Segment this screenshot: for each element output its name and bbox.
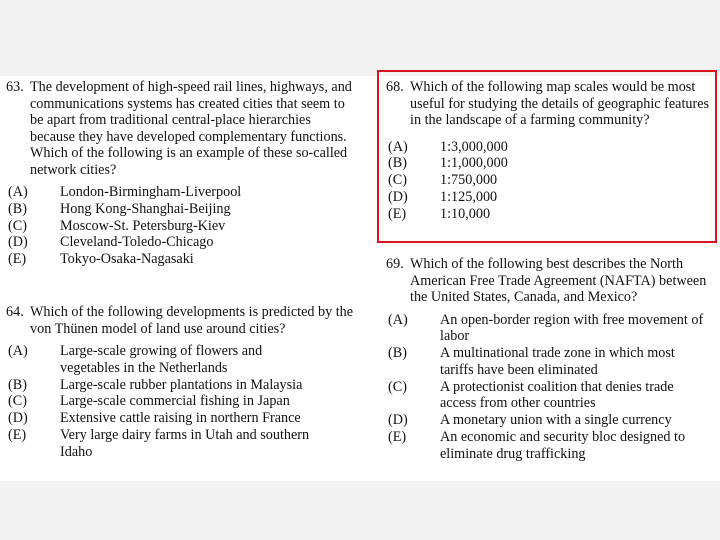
option-list [386,139,716,223]
option-c[interactable]: (C) Moscow-St. Petersburg-Kiev [8,217,226,234]
option-d[interactable]: (D) 1:125,000 [388,188,498,205]
option-e[interactable]: (E) An economic and security bloc designed to eliminate drug trafficking [388,429,686,462]
option-d[interactable]: (D) A monetary union with a single currency [388,412,672,429]
question-number: 69. [386,256,404,272]
exam-page [0,76,720,481]
option-b[interactable]: (B) Hong Kong-Shanghai-Beijing [8,200,231,217]
option-c[interactable]: (C) A protectionist coalition that denies trade access from other countries [388,378,674,412]
option-c[interactable]: (C) 1:750,000 [388,172,498,189]
question-number: 68. [386,79,404,95]
question-text: Which of the following map scales would be most useful for studying the details of geographic features in the landscape of a farming community? [410,79,710,128]
question-63 [6,79,356,268]
option-d[interactable]: (D) Cleveland-Toledo-Chicago [8,234,214,251]
option-a[interactable]: (A) 1:3,000,000 [388,138,508,155]
option-e[interactable]: (E) Very large dairy farms in Utah and southern Idaho [8,426,310,460]
option-list [6,343,356,461]
question-stem [386,79,716,129]
option-b[interactable]: (B) 1:1,000,000 [388,155,508,172]
question-64 [6,304,356,461]
option-a[interactable]: (A) Large-scale growing of flowers and vegetables in the Netherlands [8,343,263,376]
option-c[interactable]: (C) Large-scale commercial fishing in Japan [8,393,290,410]
option-b[interactable]: (B) Large-scale rubber plantations in Malaysia [8,376,303,393]
option-list [386,312,716,463]
option-list [6,184,356,268]
option-a[interactable]: (A) An open-border region with free movement of labor [388,311,704,345]
question-text: Which of the following developments is predicted by the von Thünen model of land use around cities? [30,304,354,337]
question-stem [6,79,356,178]
question-stem [6,304,356,337]
option-e[interactable]: (E) 1:10,000 [388,205,491,222]
question-text: Which of the following best describes the North American Free Trade Agreement (NAFTA) between the United States, Canada, and Mexico? [410,256,707,305]
question-69 [386,256,716,463]
question-68 [386,79,716,222]
option-e[interactable]: (E) Tokyo-Osaka-Nagasaki [8,251,194,268]
question-number: 63. [6,79,24,95]
question-number: 64. [6,304,24,320]
option-b[interactable]: (B) A multinational trade zone in which most tariffs have been eliminated [388,345,675,378]
question-text: The development of high-speed rail lines, highways, and communications systems has created cities that seem to be apart from traditional central-place hierarchies because they have developed complementary functions. Which of the following is an example of these so-called network cities? [30,79,352,178]
option-a[interactable]: (A) London-Birmingham-Liverpool [8,184,242,200]
option-d[interactable]: (D) Extensive cattle raising in northern France [8,410,301,427]
question-stem [386,256,716,306]
